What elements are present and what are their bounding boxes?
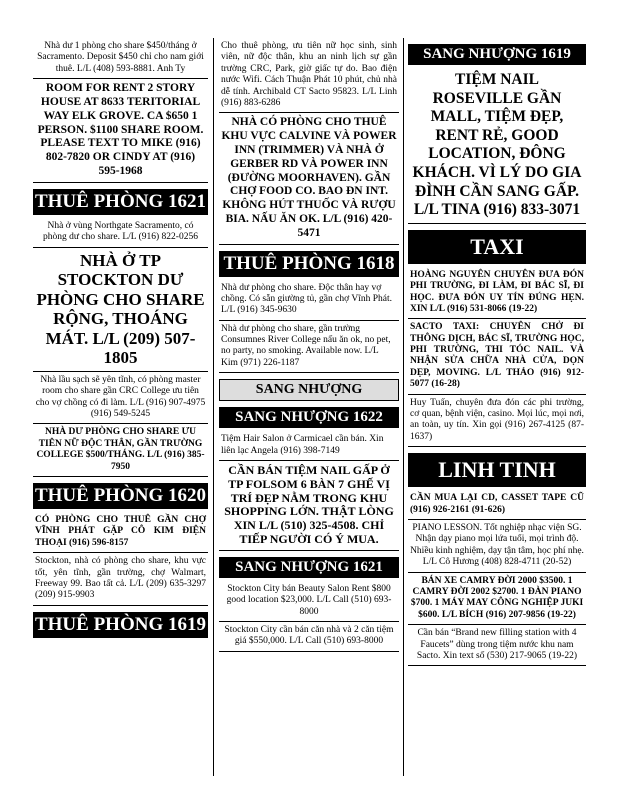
classified-ad: Stockton, nhà có phòng cho share, khu vực tốt, yên tĩnh, gần trường, chợ Walmart, Freeway 99. Bao tất cả. L/L (209) 635-3297 (209) 915-9903 (33, 553, 208, 606)
classified-ad: Stockton City bán Beauty Salon Rent $800 good location $23,000. L/L Call (510) 693-8000 (219, 581, 399, 622)
classified-ad: Nhà dư phòng cho share, gần trường Consumnes River College nấu ăn ok, no pet, no party, no smoking. Available now. L/L Kim (971) 226-1187 (219, 321, 399, 374)
classified-ad: CÓ PHÒNG CHO THUÊ GẦN CHỢ VĨNH PHÁT GẶP CÔ KIM ĐIỆN THOẠI (916) 596-8157 (33, 512, 208, 553)
classified-ad: PIANO LESSON. Tốt nghiệp nhạc viện SG. Nhận dạy piano mọi lứa tuổi, mọi trình độ. Nhiều kinh nghiệm, dạy tận tâm, học phí nhẹ. L/L Cô Hương (408) 828-4711 (20-52) (408, 520, 586, 573)
classified-ad: Stockton City cần bán căn nhà và 2 căn tiệm giá $550,000. L/L Call (510) 693-8000 (219, 622, 399, 652)
section-header: SANG NHƯỢNG 1621 (219, 557, 399, 578)
classified-ad: Nhà dư 1 phòng cho share $450/tháng ở Sacramento. Deposit $450 chỉ cho nam giới thuê. L/L (408) 593-8881. Anh Ty (33, 38, 208, 79)
classified-ad: NHÀ CÓ PHÒNG CHO THUÊ KHU VỰC CALVINE VÀ POWER INN (TRIMMER) VÀ NHÀ Ở GERBER RD VÀ POWER INN (ĐƯỜNG MOORHAVEN). GẦN CHỢ FOOD CO. BAO ĐN INT. KHÔNG HÚT THUỐC VÀ RƯỢU BIA. NẤU ĂN OK. L/L (916) 420-5471 (219, 113, 399, 244)
section-header: SANG NHƯỢNG (219, 379, 399, 401)
section-header: THUÊ PHÒNG 1620 (33, 483, 208, 509)
classified-ad: HOÀNG NGUYÊN CHUYÊN ĐƯA ĐÓN PHI TRƯỜNG, ĐI LÀM, ĐI BÁC SĨ, ĐI HỌC. ĐƯA ĐÓN UY TÍN ĐÚNG HẸN. XIN L/L (916) 531-8066 (19-22) (408, 267, 586, 320)
classified-ad: Tiệm Hair Salon ở Carmicael cần bán. Xin liên lạc Angela (916) 398-7149 (219, 431, 399, 461)
column-2 (219, 38, 399, 652)
section-header: THUÊ PHÒNG 1619 (33, 612, 208, 638)
classified-ad: Nhà lầu sạch sẽ yên tĩnh, có phòng master room cho share gần CRC College ưu tiên cho vợ chồng có đi làm. L/L (916) 907-4975 (916) 549-5245 (33, 372, 208, 425)
classified-ad: CẦN MUA LẠI CD, CASSET TAPE CŨ (916) 926-2161 (91-626) (408, 490, 586, 520)
classified-ad: Nhà ở vùng Northgate Sacramento, có phòng dư cho share. L/L (916) 822-0256 (33, 218, 208, 248)
column-1 (33, 38, 208, 641)
classified-ad: NHÀ Ở TP STOCKTON DƯ PHÒNG CHO SHARE RỘNG, THOÁNG MÁT. L/L (209) 507-1805 (33, 248, 208, 372)
classified-ad: Nhà dư phòng cho share. Độc thân hay vợ chồng. Có sẵn giường tủ, gần chợ Vĩnh Phát. L/L (916) 345-9630 (219, 280, 399, 321)
classified-ad: Huy Tuấn, chuyên đưa đón các phi trường, cơ quan, bệnh viện, casino. Mọi lúc, mọi nơi, an toàn, uy tín. Xin gọi (916) 267-4125 (87-1637) (408, 395, 586, 448)
section-header: LINH TINH (408, 453, 586, 487)
classified-ad: Cần bán “Brand new filling station with 4 Faucets” dùng trong tiệm nước khu nam Sacto. Xin text số (530) 217-9065 (19-22) (408, 625, 586, 666)
classified-ad: Cho thuê phòng, ưu tiên nữ học sinh, sinh viên, nữ độc thân, khu an ninh lịch sự gần trường CRC, Park, giờ giấc tự do. Bao điện nước Wifi. Cách Thuận Phát 10 phút, chủ nhà dễ tính. Archibald CT Sacto 95823. L/L Linh (916) 883-6286 (219, 38, 399, 113)
section-header: SANG NHƯỢNG 1619 (408, 44, 586, 65)
section-header: THUÊ PHÒNG 1618 (219, 251, 399, 277)
classified-ad: SACTO TAXI: CHUYÊN CHỞ ĐI THÔNG DỊCH, BÁC SĨ, TRƯỜNG HỌC, PHI TRƯỜNG, THI TÓC NAIL. VÀ NHẬN SỬA CHỮA NHÀ CỬA, DỌN DẸP, MOVING. L/L THẢO (916) 912-5077 (16-28) (408, 319, 586, 394)
section-header: TAXI (408, 230, 586, 264)
classified-ad: TIỆM NAIL ROSEVILLE GẦN MALL, TIỆM ĐẸP, RENT RẺ, GOOD LOCATION, ĐÔNG KHÁCH. VÌ LÝ DO GIA ĐÌNH CẦN SANG GẤP. L/L TINA (916) 833-3071 (408, 68, 586, 224)
classified-ad: NHÀ DƯ PHÒNG CHO SHARE ƯU TIÊN NỮ ĐỘC THÂN, GẦN TRƯỜNG COLLEGE $500/THÁNG. L/L (916) 385-7950 (33, 424, 208, 477)
classified-ad: BÁN XE CAMRY ĐỜI 2000 $3500. 1 CAMRY ĐỜI 2002 $2700. 1 ĐÀN PIANO $700. 1 MÁY MAY CÔNG NGHIỆP JUKI $600. L/L BÍCH (916) 207-9856 (19-22) (408, 573, 586, 626)
classified-ad: ROOM FOR RENT 2 STORY HOUSE AT 8633 TERITORIAL WAY ELK GROVE. CA $650 1 PERSON. $1100 SHARE ROOM. PLEASE TEXT TO MIKE (916) 802-7820 OR CINDY AT (916) 595-1968 (33, 79, 208, 183)
classified-ad: CẦN BÁN TIỆM NAIL GẤP Ở TP FOLSOM 6 BÀN 7 GHẾ VỊ TRÍ ĐẸP NẰM TRONG KHU SHOPPING LỚN. THẬT LÒNG XIN L/L (510) 325-4508. CHỈ TIẾP NGƯỜI CÓ Ý MUA. (219, 461, 399, 551)
section-header: THUÊ PHÒNG 1621 (33, 189, 208, 215)
column-3 (408, 38, 586, 666)
section-header: SANG NHƯỢNG 1622 (219, 407, 399, 428)
